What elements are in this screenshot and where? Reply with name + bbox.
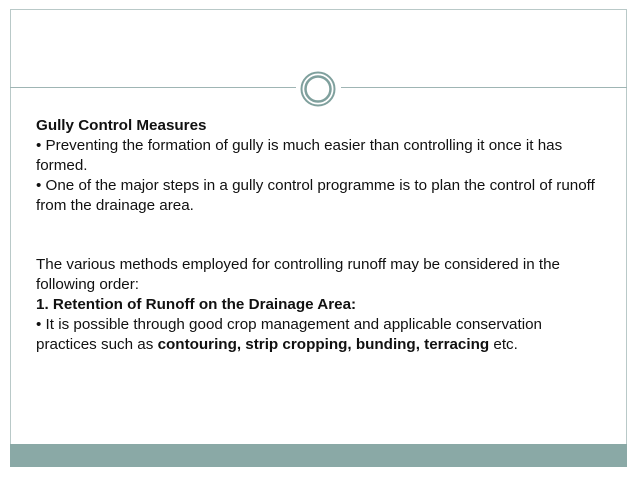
spacer — [36, 216, 606, 255]
bullet-text-suffix: etc. — [489, 336, 518, 353]
divider-line-right — [341, 87, 627, 88]
circle-ornament-icon — [299, 70, 337, 108]
bottom-band — [10, 444, 627, 467]
sub-heading: 1. Retention of Runoff on the Drainage Area: — [36, 296, 357, 313]
bullet-item: • Preventing the formation of gully is much easier than controlling it once it has formed. — [36, 137, 563, 174]
bullet-text-emphasis: contouring, strip cropping, bunding, terracing — [157, 336, 490, 353]
intro-paragraph: The various methods employed for controlling runoff may be considered in the following order: — [36, 256, 560, 293]
slide-heading: Gully Control Measures — [36, 117, 207, 134]
bullet-item: • One of the major steps in a gully control programme is to plan the control of runoff from the drainage area. — [36, 177, 595, 214]
bullet-text-prefix: • It is possible through good crop management and applicable conservation practices such as — [36, 316, 542, 353]
divider-line-left — [10, 87, 296, 88]
bullet-item-with-emphasis — [36, 315, 606, 355]
slide-body — [36, 116, 606, 355]
